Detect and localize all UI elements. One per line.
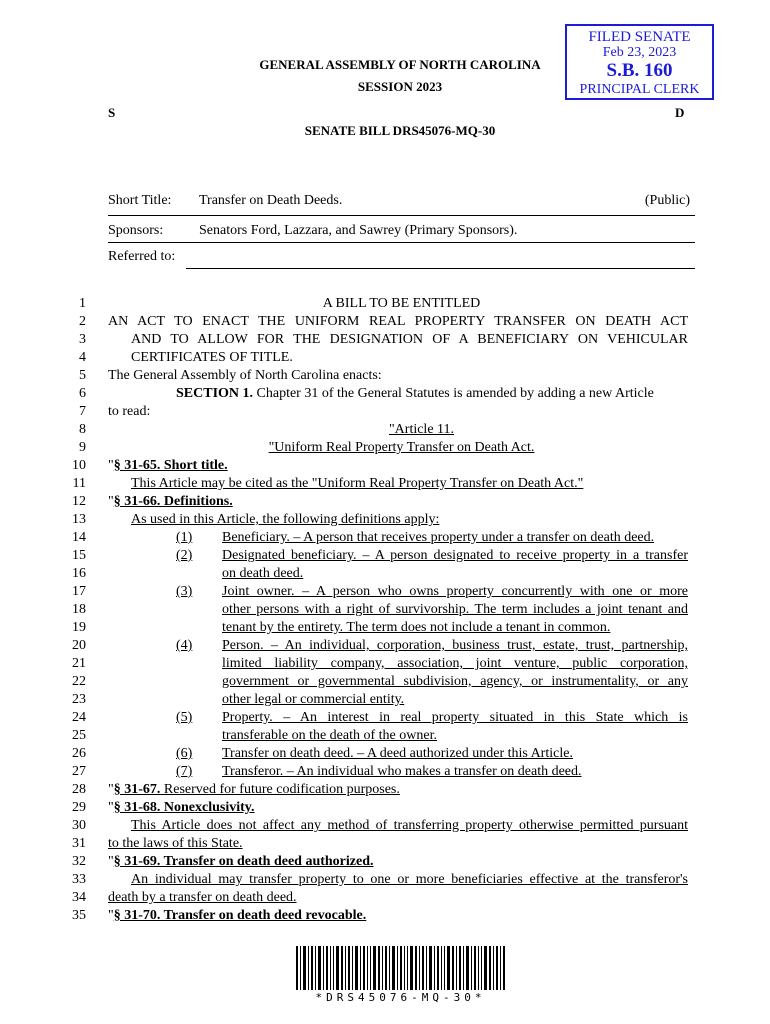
line-number: 35 (72, 908, 86, 923)
body-line: death by a transfer on death deed. (108, 890, 297, 905)
line-number: 34 (72, 890, 86, 905)
line-number: 28 (72, 782, 86, 797)
quote-mark: " (108, 458, 114, 473)
section-heading-text: § 31-65. Short title. (113, 458, 228, 473)
stamp-filed-senate: FILED SENATE (588, 29, 691, 45)
quote-mark: " (108, 800, 114, 815)
bill-heading: A BILL TO BE ENTITLED (322, 296, 481, 311)
list-number: (7) (176, 764, 193, 779)
divider (108, 215, 695, 216)
definition-text: other persons with a right of survivorship. The term includes a joint tenant and (222, 602, 688, 617)
line-number: 32 (72, 854, 86, 869)
definition-text: Beneficiary. – A person that receives property under a transfer on death deed. (222, 530, 655, 545)
list-number: (4) (176, 638, 193, 653)
line-number: 4 (79, 350, 86, 365)
section-heading-text: § 31-66. Definitions. (113, 494, 233, 509)
definition-text: Designated beneficiary. – A person designated to receive property in a transfer (222, 548, 688, 563)
section-heading (108, 493, 233, 511)
section-heading (108, 781, 400, 799)
section-heading-text: § 31-67. (113, 782, 161, 797)
quote-mark: " (108, 494, 114, 509)
section-label: SECTION 1. (176, 386, 254, 401)
line-number: 29 (72, 800, 86, 815)
list-number: (2) (176, 548, 193, 563)
definition-text: Joint owner. – A person who owns property concurrently with one or more (222, 584, 688, 599)
line-number: 13 (72, 512, 86, 527)
quote-mark: " (108, 908, 114, 923)
quote-mark: " (108, 854, 114, 869)
body-line: An individual may transfer property to one or more beneficiaries effective at the transferor's (131, 872, 688, 887)
definition-text: Person. – An individual, corporation, business trust, estate, trust, partnership, (222, 638, 688, 653)
line-number: 31 (72, 836, 86, 851)
definition-text: Transfer on death deed. – A deed authorized under this Article. (222, 746, 573, 761)
section-heading-text: § 31-68. Nonexclusivity. (113, 800, 255, 815)
list-number: (6) (176, 746, 193, 761)
line-number: 3 (79, 332, 86, 347)
line-number: 17 (72, 584, 86, 599)
barcode (296, 946, 505, 990)
assembly-title: GENERAL ASSEMBLY OF NORTH CAROLINA (259, 57, 541, 72)
section-heading (108, 799, 255, 817)
line-number: 5 (79, 368, 86, 383)
line-number: 8 (79, 422, 86, 437)
body-line: As used in this Article, the following definitions apply: (131, 512, 440, 527)
divider (186, 268, 695, 269)
stamp-date: Feb 23, 2023 (602, 45, 677, 60)
reserved-text: Reserved for future codification purposes. (160, 782, 400, 797)
list-number: (5) (176, 710, 193, 725)
sponsors-label: Sponsors: (108, 223, 164, 238)
line-number: 16 (72, 566, 86, 581)
short-title: Transfer on Death Deeds. (199, 193, 343, 208)
section-heading-text: § 31-69. Transfer on death deed authorized. (113, 854, 374, 869)
definition-text: limited liability company, association, joint venture, public corporation, (222, 656, 688, 671)
line-number: 22 (72, 674, 86, 689)
bill-number: SENATE BILL DRS45076-MQ-30 (304, 123, 496, 138)
definition-text: Transferor. – An individual who makes a transfer on death deed. (222, 764, 582, 779)
quote-mark: " (108, 782, 114, 797)
body-line: This Article may be cited as the "Uniform Real Property Transfer on Death Act." (131, 476, 584, 491)
line-number: 23 (72, 692, 86, 707)
line-number: 14 (72, 530, 86, 545)
body-line: to the laws of this State. (108, 836, 243, 851)
article-title: "Uniform Real Property Transfer on Death Act. (268, 440, 535, 455)
line-number: 26 (72, 746, 86, 761)
definition-text: Property. – An interest in real property situated in this State which is (222, 710, 688, 725)
definition-text: transferable on the death of the owner. (222, 728, 437, 743)
list-number: (1) (176, 530, 193, 545)
definition-text: on death deed. (222, 566, 304, 581)
line-number: 20 (72, 638, 86, 653)
line-number: 2 (79, 314, 86, 329)
line-number: 24 (72, 710, 86, 725)
article-number: "Article 11. (388, 422, 455, 437)
referred-label: Referred to: (108, 249, 176, 264)
line-number: 33 (72, 872, 86, 887)
line-number: 15 (72, 548, 86, 563)
public-label: (Public) (644, 193, 690, 208)
line-number: 9 (79, 440, 86, 455)
barcode-text: *DRS45076-MQ-30* (315, 991, 486, 1004)
section-heading (108, 853, 374, 871)
stamp-principal-clerk: PRINCIPAL CLERK (579, 82, 700, 97)
line-number: 6 (79, 386, 86, 401)
section-heading (108, 907, 366, 925)
definition-text: other legal or commercial entity. (222, 692, 405, 707)
short-title-label: Short Title: (108, 193, 172, 208)
section-heading-text: § 31-70. Transfer on death deed revocable. (113, 908, 367, 923)
draft-code-right: D (675, 105, 685, 120)
line-number: 18 (72, 602, 86, 617)
list-number: (3) (176, 584, 193, 599)
definition-text: government or governmental subdivision, agency, or instrumentality, or any (222, 674, 688, 689)
act-title-line: AND TO ALLOW FOR THE DESIGNATION OF A BENEFICIARY ON VEHICULAR (131, 332, 688, 347)
section-heading (108, 457, 228, 475)
line-number: 1 (79, 296, 86, 311)
session-title: SESSION 2023 (357, 79, 443, 94)
line-number: 25 (72, 728, 86, 743)
line-number: 27 (72, 764, 86, 779)
senate-code-left: S (108, 105, 116, 120)
line-number: 11 (72, 476, 86, 491)
act-title-line: AN ACT TO ENACT THE UNIFORM REAL PROPERTY TRANSFER ON DEATH ACT (108, 314, 688, 329)
divider (108, 242, 695, 243)
line-number: 10 (72, 458, 86, 473)
section-line (176, 385, 688, 403)
body-line: This Article does not affect any method of transferring property otherwise permitted pursuant (131, 818, 688, 833)
line-number: 12 (72, 494, 86, 509)
stamp-bill-number: S.B. 160 (606, 60, 673, 81)
act-title-line: CERTIFICATES OF TITLE. (131, 350, 293, 365)
section-text: Chapter 31 of the General Statutes is amended by adding a new Article (253, 386, 654, 401)
body-line: to read: (108, 404, 151, 419)
line-number: 21 (72, 656, 86, 671)
enacting-clause: The General Assembly of North Carolina enacts: (108, 368, 382, 383)
line-number: 30 (72, 818, 86, 833)
definition-text: tenant by the entirety. The term does not include a tenant in common. (222, 620, 611, 635)
sponsors: Senators Ford, Lazzara, and Sawrey (Primary Sponsors). (199, 223, 518, 238)
line-number: 19 (72, 620, 86, 635)
line-number: 7 (79, 404, 86, 419)
